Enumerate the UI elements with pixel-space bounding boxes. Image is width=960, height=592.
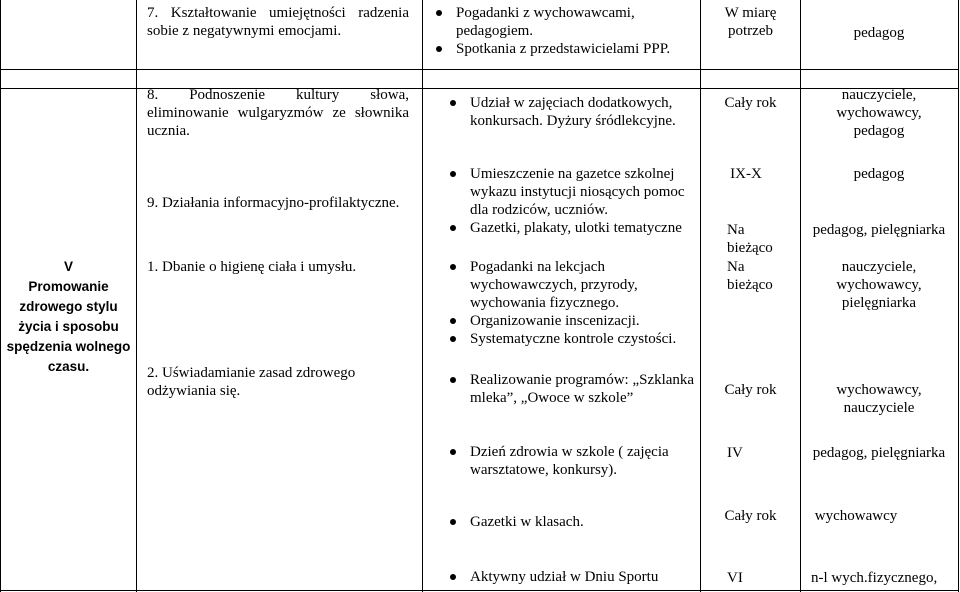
activities-v1	[446, 258, 700, 348]
responsible-sport: n-l wych.fizycznego,	[811, 570, 938, 586]
task-v1: 1. Dbanie o higienę ciała i umysłu.	[147, 259, 357, 275]
list-item: Pogadanki z wychowawcami, pedagogiem.	[432, 4, 694, 40]
list-item: Organizowanie inscenizacji.	[446, 312, 700, 330]
section-title: V Promowanie zdrowego stylu życia i sposobu spędzenia wolnego czasu.	[6, 259, 131, 374]
task-v2: 2. Uświadamianie zasad zdrowego odżywiania się.	[147, 365, 356, 399]
task-8: 8. Podnoszenie kultury słowa, eliminowanie wulgaryzmów ze słownika ucznia.	[147, 87, 409, 139]
term-top: W miarę potrzeb	[724, 5, 777, 39]
list-item: Systematyczne kontrole czystości.	[446, 330, 700, 348]
responsible-top: pedagog	[853, 25, 905, 41]
list-item: Gazetki, plakaty, ulotki tematyczne	[446, 219, 700, 237]
activities-top	[432, 4, 694, 58]
activities-sport	[446, 568, 700, 586]
list-item: Spotkania z przedstawicielami PPP.	[432, 40, 694, 58]
responsible-8: nauczyciele, wychowawcy, pedagog	[836, 87, 922, 139]
list-item: Pogadanki na lekcjach wychowawczych, przyrody, wychowania fizycznego.	[446, 258, 700, 312]
activities-9	[446, 165, 700, 237]
responsible-dzien-zdrowia: pedagog, pielęgniarka	[812, 445, 946, 461]
responsible-v1: nauczyciele, wychowawcy, pielęgniarka	[836, 259, 922, 311]
list-item: Gazetki w klasach.	[446, 513, 700, 531]
term-8: Cały rok	[724, 95, 777, 111]
list-item: Aktywny udział w Dniu Sportu	[446, 568, 700, 586]
responsible-gazetki: wychowawcy	[814, 508, 898, 524]
activities-gazetki	[446, 513, 700, 531]
activities-8	[446, 94, 700, 130]
term-gazetki: Cały rok	[724, 508, 777, 524]
term-dzien-zdrowia: IV	[727, 445, 743, 461]
responsible-9b: pedagog, pielęgniarka	[812, 222, 946, 238]
responsible-9a: pedagog	[853, 166, 905, 182]
activities-v2	[446, 371, 700, 407]
task-7: 7. Kształtowanie umiejętności radzenia sobie z negatywnymi emocjami.	[147, 5, 409, 39]
term-v1: Na bieżąco	[727, 259, 773, 293]
table-border-bottom	[0, 590, 959, 591]
list-item: Dzień zdrowia w szkole ( zajęcia warsztatowe, konkursy).	[446, 443, 700, 479]
task-9: 9. Działania informacyjno-profilaktyczne.	[147, 195, 400, 211]
list-item: Realizowanie programów: „Szklanka mleka”, „Owoce w szkole”	[446, 371, 700, 407]
list-item: Udział w zajęciach dodatkowych, konkursach. Dyżury śródlekcyjne.	[446, 94, 700, 130]
row-divider-top	[0, 69, 959, 70]
responsible-v2: wychowawcy, nauczyciele	[836, 382, 922, 416]
term-9b: Na bieżąco	[727, 222, 773, 256]
activities-dzien-zdrowia	[446, 443, 700, 479]
term-v2: Cały rok	[724, 382, 777, 398]
list-item: Umieszczenie na gazetce szkolnej wykazu instytucji niosących pomoc dla rodziców, uczniów.	[446, 165, 700, 219]
term-sport: VI	[727, 570, 743, 586]
term-9a: IX-X	[730, 166, 762, 182]
